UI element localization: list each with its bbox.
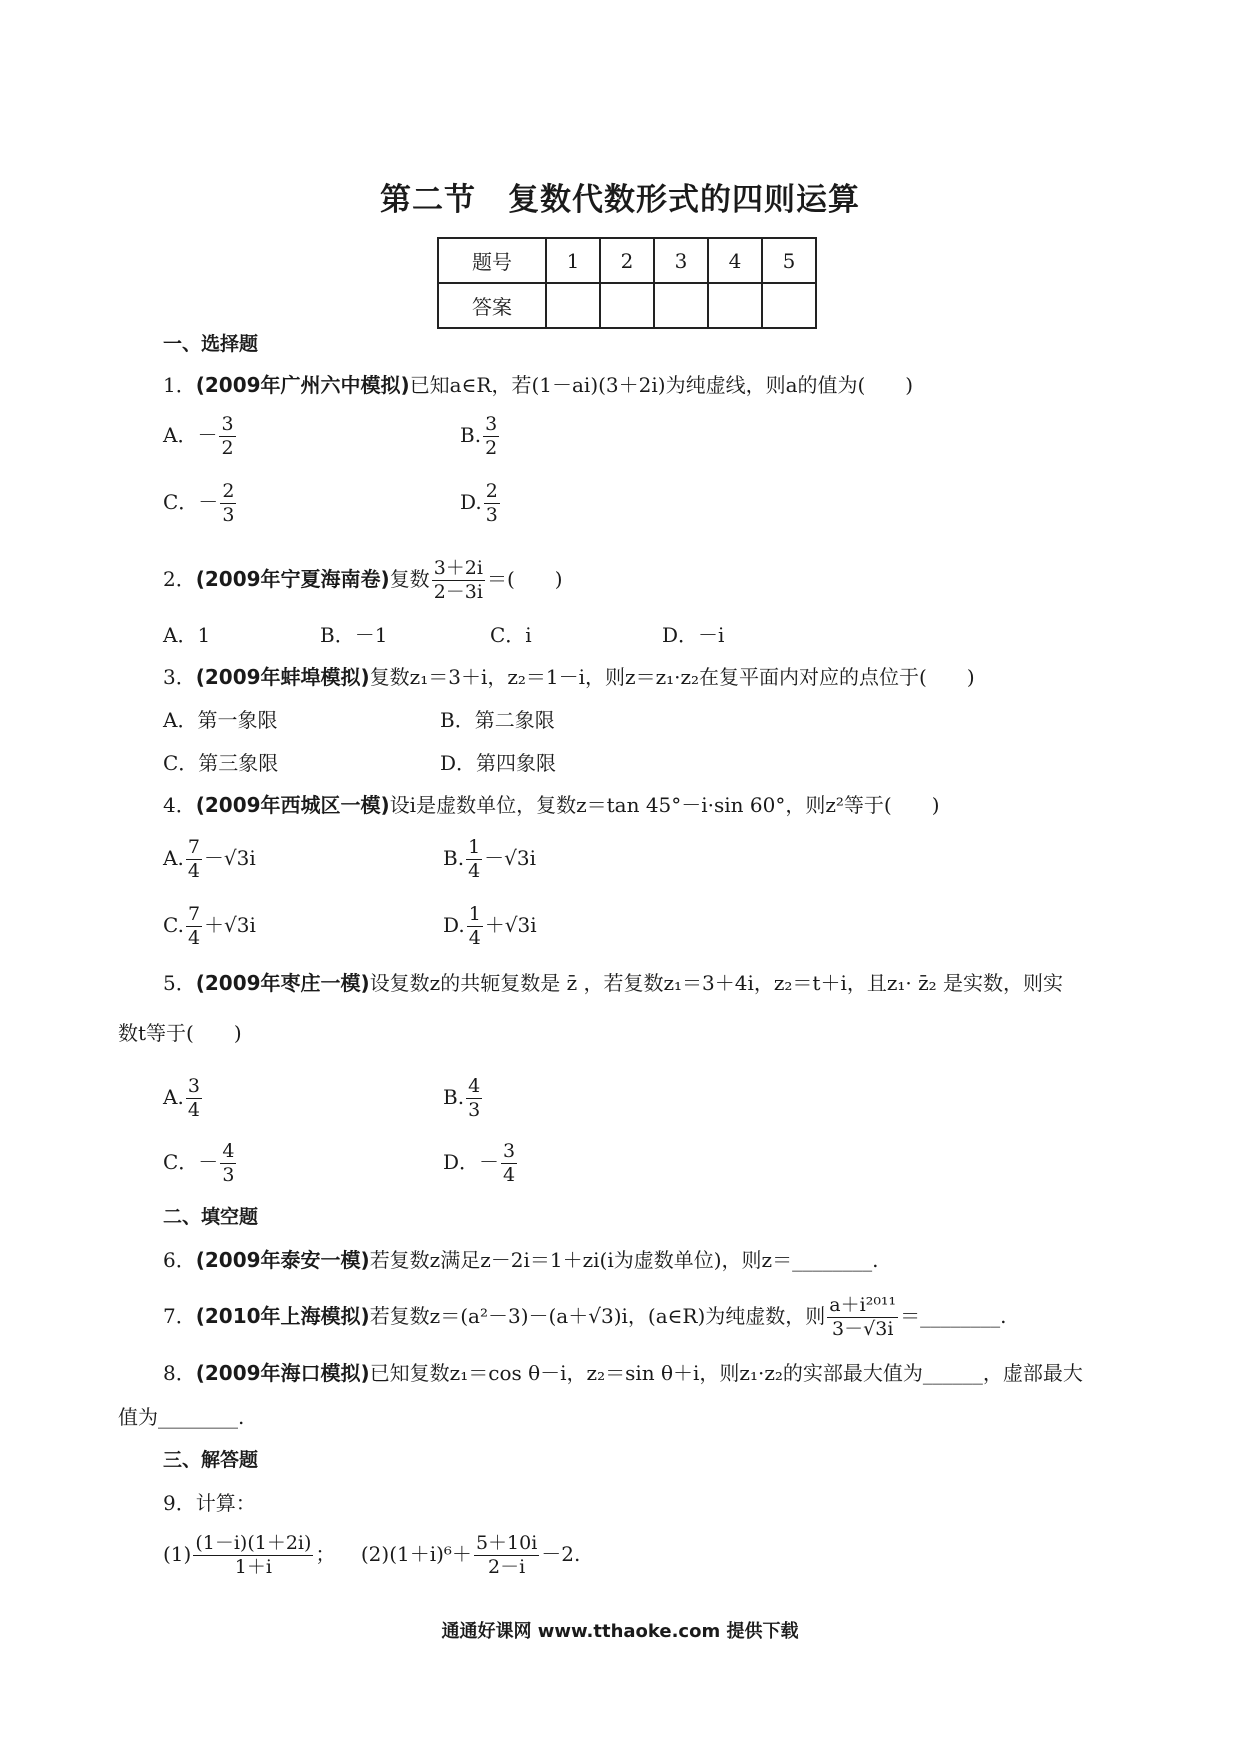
option-b bbox=[443, 1075, 484, 1122]
fraction bbox=[466, 836, 482, 883]
answer-table-answer-row bbox=[438, 283, 816, 328]
table-cell-number: 2 bbox=[600, 238, 654, 283]
numerator: 3 bbox=[485, 413, 498, 435]
option-a bbox=[163, 1075, 204, 1122]
option-c bbox=[163, 903, 256, 950]
question-source: (2009年蚌埠模拟) bbox=[195, 665, 370, 689]
denominator: 4 bbox=[187, 927, 201, 949]
question-text: 复数 bbox=[389, 567, 430, 591]
option-d bbox=[443, 1140, 519, 1187]
answer-cell bbox=[654, 283, 708, 328]
numerator: 7 bbox=[187, 836, 200, 858]
option-label: C．－ bbox=[163, 1150, 219, 1174]
answer-table-number-row bbox=[438, 238, 816, 283]
question-number: 4． bbox=[163, 793, 196, 817]
question-4 bbox=[163, 792, 940, 818]
option-label: B. bbox=[460, 423, 482, 447]
question-text: 计算： bbox=[195, 1491, 256, 1515]
option-a bbox=[163, 836, 256, 883]
denominator: 3 bbox=[222, 1164, 235, 1186]
option-label: A. bbox=[163, 846, 184, 870]
table-header-answer: 答案 bbox=[438, 283, 546, 328]
question-source: (2009年广州六中模拟) bbox=[195, 373, 410, 397]
option-label: D. bbox=[460, 490, 482, 514]
option-a: A．第一象限 bbox=[163, 708, 278, 732]
table-cell-number: 1 bbox=[546, 238, 600, 283]
numerator: 2 bbox=[485, 480, 498, 502]
table-header-number: 题号 bbox=[438, 238, 546, 283]
option-a bbox=[163, 413, 238, 460]
fraction bbox=[467, 903, 483, 950]
question-text: 已知a∈R，若(1－ai)(3＋2i)为纯虚线，则a的值为( ) bbox=[409, 373, 914, 397]
fraction bbox=[484, 480, 500, 527]
question-text: 若复数z满足z－2i＝1＋zi(i为虚数单位)，则z＝________. bbox=[369, 1248, 879, 1272]
option-d: D．第四象限 bbox=[440, 751, 557, 775]
denominator: 2－i bbox=[474, 1555, 539, 1579]
fraction bbox=[483, 413, 499, 460]
fraction bbox=[466, 1075, 482, 1122]
question-number: 2． bbox=[163, 567, 196, 591]
section-heading-choice: 一、选择题 bbox=[163, 333, 259, 355]
option-label: D. bbox=[443, 913, 465, 937]
option-text: －√3i bbox=[203, 846, 256, 870]
denominator: 3 bbox=[485, 504, 498, 526]
denominator: 4 bbox=[468, 860, 481, 882]
denominator: 2 bbox=[221, 437, 234, 459]
option-label: C. bbox=[163, 913, 184, 937]
question-source: (2010年上海模拟) bbox=[195, 1304, 370, 1328]
page-title: 第二节 复数代数形式的四则运算 bbox=[380, 182, 860, 218]
question-8 bbox=[163, 1360, 1083, 1386]
part-label: (1) bbox=[163, 1542, 192, 1566]
question-number: 9． bbox=[163, 1491, 196, 1515]
question-source: (2009年西城区一模) bbox=[195, 793, 390, 817]
fraction bbox=[220, 480, 236, 527]
footer-credit: 通通好课网 www.tthaoke.com 提供下载 bbox=[441, 1621, 799, 1642]
option-text: －√3i bbox=[484, 846, 537, 870]
denominator: 4 bbox=[468, 927, 481, 949]
denominator: 3 bbox=[222, 504, 235, 526]
section-heading-fill: 二、填空题 bbox=[163, 1206, 259, 1228]
numerator: 5＋10i bbox=[475, 1532, 538, 1554]
option-c: C．第三象限 bbox=[163, 751, 279, 775]
answer-cell bbox=[546, 283, 600, 328]
question-text: －2. bbox=[541, 1542, 581, 1566]
option-d bbox=[460, 480, 502, 527]
fraction bbox=[220, 1140, 236, 1187]
denominator: 1＋i bbox=[193, 1555, 313, 1579]
answer-cell bbox=[600, 283, 654, 328]
numerator: 3 bbox=[187, 1075, 200, 1097]
question-number: 5． bbox=[163, 971, 196, 995]
numerator: 4 bbox=[222, 1140, 235, 1162]
numerator: a＋i²⁰¹¹ bbox=[829, 1294, 897, 1316]
question-9 bbox=[163, 1490, 256, 1516]
question-source: (2009年枣庄一模) bbox=[195, 971, 370, 995]
option-b: B．第二象限 bbox=[440, 708, 555, 732]
section-heading-solve: 三、解答题 bbox=[163, 1449, 259, 1471]
answer-cell bbox=[762, 283, 816, 328]
numerator: 1 bbox=[468, 903, 481, 925]
question-text: 设复数z的共轭复数是 z̄ ，若复数z₁＝3＋4i，z₂＝t＋i，且z₁· z̄₂ 是实数，则实 bbox=[369, 971, 1064, 995]
denominator: 3－√3i bbox=[827, 1317, 898, 1341]
option-c bbox=[163, 480, 238, 527]
numerator: 3 bbox=[221, 413, 234, 435]
question-text: 已知复数z₁＝cos θ－i，z₂＝sin θ＋i，则z₁·z₂的实部最大值为______，虚部最大 bbox=[369, 1361, 1083, 1385]
option-label: C．－ bbox=[163, 490, 219, 514]
option-d: D．－i bbox=[662, 623, 725, 647]
numerator: 3 bbox=[503, 1140, 516, 1162]
numerator: 2 bbox=[222, 480, 235, 502]
question-number: 8． bbox=[163, 1361, 196, 1385]
numerator: 7 bbox=[187, 903, 201, 925]
option-label: A．－ bbox=[163, 423, 218, 447]
question-source: (2009年泰安一模) bbox=[195, 1248, 370, 1272]
fraction bbox=[827, 1294, 898, 1341]
option-b bbox=[460, 413, 501, 460]
question-text: ＝( ) bbox=[486, 567, 563, 591]
numerator: (1－i)(1＋2i) bbox=[195, 1532, 312, 1554]
fraction bbox=[193, 1532, 313, 1579]
fraction bbox=[501, 1140, 517, 1187]
question-3 bbox=[163, 664, 975, 690]
question-number: 6． bbox=[163, 1248, 196, 1272]
question-source: (2009年海口模拟) bbox=[195, 1361, 370, 1385]
option-label: D．－ bbox=[443, 1150, 500, 1174]
fraction bbox=[219, 413, 235, 460]
denominator: 4 bbox=[187, 860, 200, 882]
question-number: 3． bbox=[163, 665, 196, 689]
part-label: (2)(1＋i)⁶＋ bbox=[360, 1542, 472, 1566]
denominator: 4 bbox=[503, 1164, 516, 1186]
question-text: 若复数z＝(a²－3)－(a＋√3)i，(a∈R)为纯虚数，则 bbox=[369, 1304, 826, 1328]
denominator: 2 bbox=[485, 437, 498, 459]
question-9-parts bbox=[163, 1532, 580, 1579]
option-label: B. bbox=[443, 1085, 465, 1109]
option-label: A. bbox=[163, 1085, 184, 1109]
option-a: A．1 bbox=[163, 623, 211, 647]
numerator: 3＋2i bbox=[433, 557, 483, 579]
question-number: 7． bbox=[163, 1304, 196, 1328]
fraction bbox=[474, 1532, 539, 1579]
question-text: 复数z₁＝3＋i，z₂＝1－i，则z＝z₁·z₂在复平面内对应的点位于( ) bbox=[369, 665, 975, 689]
denominator: 4 bbox=[187, 1099, 200, 1121]
option-b bbox=[443, 836, 536, 883]
question-source: (2009年宁夏海南卷) bbox=[195, 567, 390, 591]
question-5-continued: 数t等于( ) bbox=[118, 1021, 242, 1045]
option-label: B. bbox=[443, 846, 465, 870]
question-number: 1． bbox=[163, 373, 196, 397]
denominator: 2－3i bbox=[433, 581, 483, 603]
denominator: 3 bbox=[468, 1099, 481, 1121]
fraction bbox=[186, 836, 202, 883]
option-text: ＋√3i bbox=[484, 913, 537, 937]
question-5 bbox=[163, 970, 1063, 996]
table-cell-number: 4 bbox=[708, 238, 762, 283]
numerator: 4 bbox=[468, 1075, 481, 1097]
question-8-continued: 值为________. bbox=[118, 1405, 245, 1429]
question-text: ＝________. bbox=[900, 1304, 1007, 1328]
option-c bbox=[163, 1140, 238, 1187]
question-text: 设i是虚数单位，复数z＝tan 45°－i·sin 60°，则z²等于( ) bbox=[389, 793, 940, 817]
option-b: B．－1 bbox=[320, 623, 388, 647]
numerator: 1 bbox=[468, 836, 481, 858]
question-7 bbox=[163, 1294, 1007, 1341]
fraction bbox=[186, 1075, 202, 1122]
fraction bbox=[432, 557, 485, 604]
question-2 bbox=[163, 557, 563, 604]
option-text: ＋√3i bbox=[204, 913, 256, 937]
answer-table bbox=[437, 237, 817, 329]
answer-cell bbox=[708, 283, 762, 328]
question-6 bbox=[163, 1247, 878, 1273]
separator: ； bbox=[315, 1542, 336, 1566]
option-d bbox=[443, 903, 537, 950]
question-1 bbox=[163, 372, 913, 398]
fraction bbox=[186, 903, 202, 950]
option-c: C．i bbox=[490, 623, 532, 647]
table-cell-number: 3 bbox=[654, 238, 708, 283]
table-cell-number: 5 bbox=[762, 238, 816, 283]
